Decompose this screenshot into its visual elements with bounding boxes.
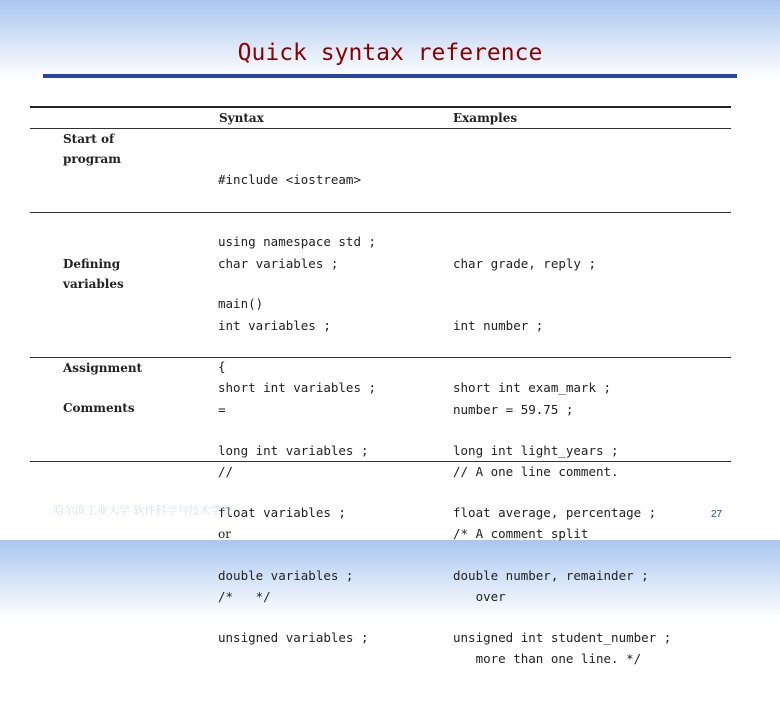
syntax-line: char variables ; xyxy=(218,255,339,271)
syntax-line: // xyxy=(218,463,234,479)
syntax-line: short int variables ; xyxy=(218,380,377,396)
syntax-line: #include <iostream> xyxy=(218,171,361,187)
example-line: number = 59.75 ; xyxy=(453,401,574,417)
section-label-assignment xyxy=(63,358,142,418)
example-line: more than one line. */ xyxy=(453,651,642,667)
example-line: long int light_years ; xyxy=(453,442,619,458)
header-rule xyxy=(30,128,731,129)
label-line xyxy=(63,378,142,398)
slide-title: Quick syntax reference xyxy=(237,40,543,66)
syntax-line: float variables ; xyxy=(218,505,346,521)
example-line: float average, percentage ; xyxy=(453,505,657,521)
table-top-rule xyxy=(30,106,731,108)
syntax-line: /* */ xyxy=(218,588,271,604)
syntax-line: = xyxy=(218,401,226,417)
label-line: program xyxy=(63,152,121,166)
syntax-line: int variables ; xyxy=(218,317,331,333)
header-examples: Examples xyxy=(453,111,518,125)
syntax-line: main() xyxy=(218,296,264,312)
label-line: variables xyxy=(63,277,124,291)
example-line: unsigned int student_number ; xyxy=(453,629,672,645)
page-number: 27 xyxy=(711,509,723,520)
example-block-assignment xyxy=(453,358,641,712)
label-line: Start of xyxy=(63,132,115,146)
example-line: double number, remainder ; xyxy=(453,567,649,583)
title-underline xyxy=(43,74,737,78)
label-line: Assignment xyxy=(63,361,143,375)
section-label-start xyxy=(63,129,121,169)
section-label-variables xyxy=(63,254,124,294)
example-line: // A one line comment. xyxy=(453,463,619,479)
syntax-line: unsigned variables ; xyxy=(218,629,369,645)
label-line: Comments xyxy=(63,401,135,415)
syntax-line: long int variables ; xyxy=(218,442,369,458)
header-syntax: Syntax xyxy=(219,111,264,125)
example-line: int number ; xyxy=(453,317,544,333)
footer-institution: 哈尔滨工业大学 软件科学与技术学院 xyxy=(53,504,233,517)
example-line: over xyxy=(453,588,506,604)
example-line: short int exam_mark ; xyxy=(453,380,612,396)
label-line: Defining xyxy=(63,257,121,271)
syntax-line: double variables ; xyxy=(218,567,354,583)
syntax-line: using namespace std ; xyxy=(218,233,377,249)
example-line: char grade, reply ; xyxy=(453,255,596,271)
syntax-line: or xyxy=(218,527,231,542)
example-line: /* A comment split xyxy=(453,526,589,542)
table-bottom-rule xyxy=(30,461,731,462)
syntax-line: { xyxy=(218,358,226,374)
